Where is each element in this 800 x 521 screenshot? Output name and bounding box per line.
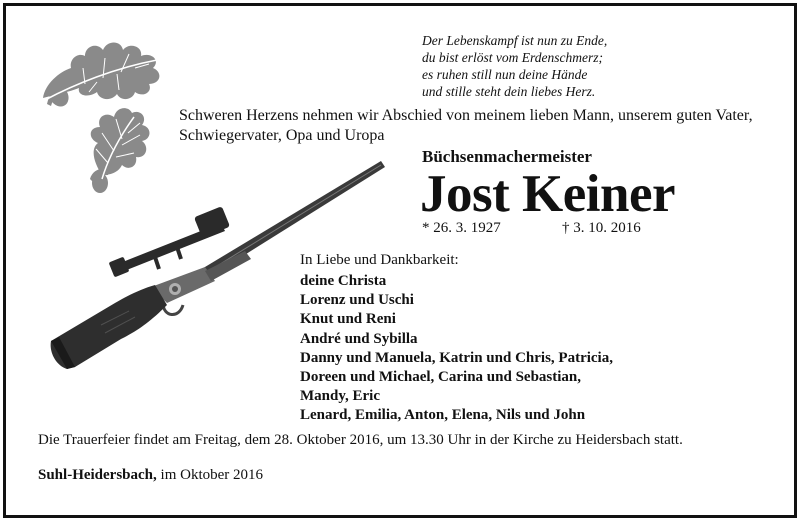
- closing-date: im Oktober 2016: [160, 467, 264, 483]
- death-date: † 3. 10. 2016: [562, 220, 641, 236]
- poem-line: und stille steht dein liebes Herz.: [422, 84, 596, 99]
- place-name: Suhl-Heidersbach,: [38, 467, 157, 483]
- oak-leaf-icon: [25, 38, 170, 110]
- poem-line: Der Lebenskampf ist nun zu Ende,: [422, 33, 608, 48]
- funeral-notice: Die Trauerfeier findet am Freitag, dem 28. Oktober 2016, um 13.30 Uhr in der Kirche zu Heidersbach statt.: [38, 432, 683, 448]
- mourner-line: Lorenz und Uschi: [300, 292, 414, 309]
- mourner-line: Danny und Manuela, Katrin und Chris, Patricia,: [300, 349, 613, 366]
- mourner-line: Knut und Reni: [300, 311, 396, 328]
- intro-line: Schwiegervater, Opa und Uropa: [179, 127, 385, 144]
- poem-line: es ruhen still nun deine Hände: [422, 67, 588, 82]
- mourner-line: Doreen und Michael, Carina und Sebastian,: [300, 369, 582, 386]
- poem: [422, 32, 607, 100]
- birth-date: * 26. 3. 1927: [422, 220, 501, 236]
- mourners-intro: In Liebe und Dankbarkeit:: [300, 252, 459, 268]
- poem-line: du bist erlöst vom Erdenschmerz;: [422, 50, 603, 65]
- mourners-list: [300, 272, 613, 426]
- mourner-line: deine Christa: [300, 273, 387, 289]
- deceased-name: Jost Keiner: [420, 165, 676, 223]
- mourner-line: Lenard, Emilia, Anton, Elena, Nils und John: [300, 407, 586, 424]
- intro-line: Schweren Herzens nehmen wir Abschied von meinem lieben Mann, unserem guten Vater,: [179, 107, 753, 124]
- profession-title: Büchsenmachermeister: [422, 147, 592, 166]
- place-and-date: [38, 467, 263, 484]
- mourner-line: Mandy, Eric: [300, 388, 381, 405]
- intro-text: [179, 106, 779, 146]
- life-dates: [422, 220, 641, 237]
- mourner-line: André und Sybilla: [300, 330, 418, 347]
